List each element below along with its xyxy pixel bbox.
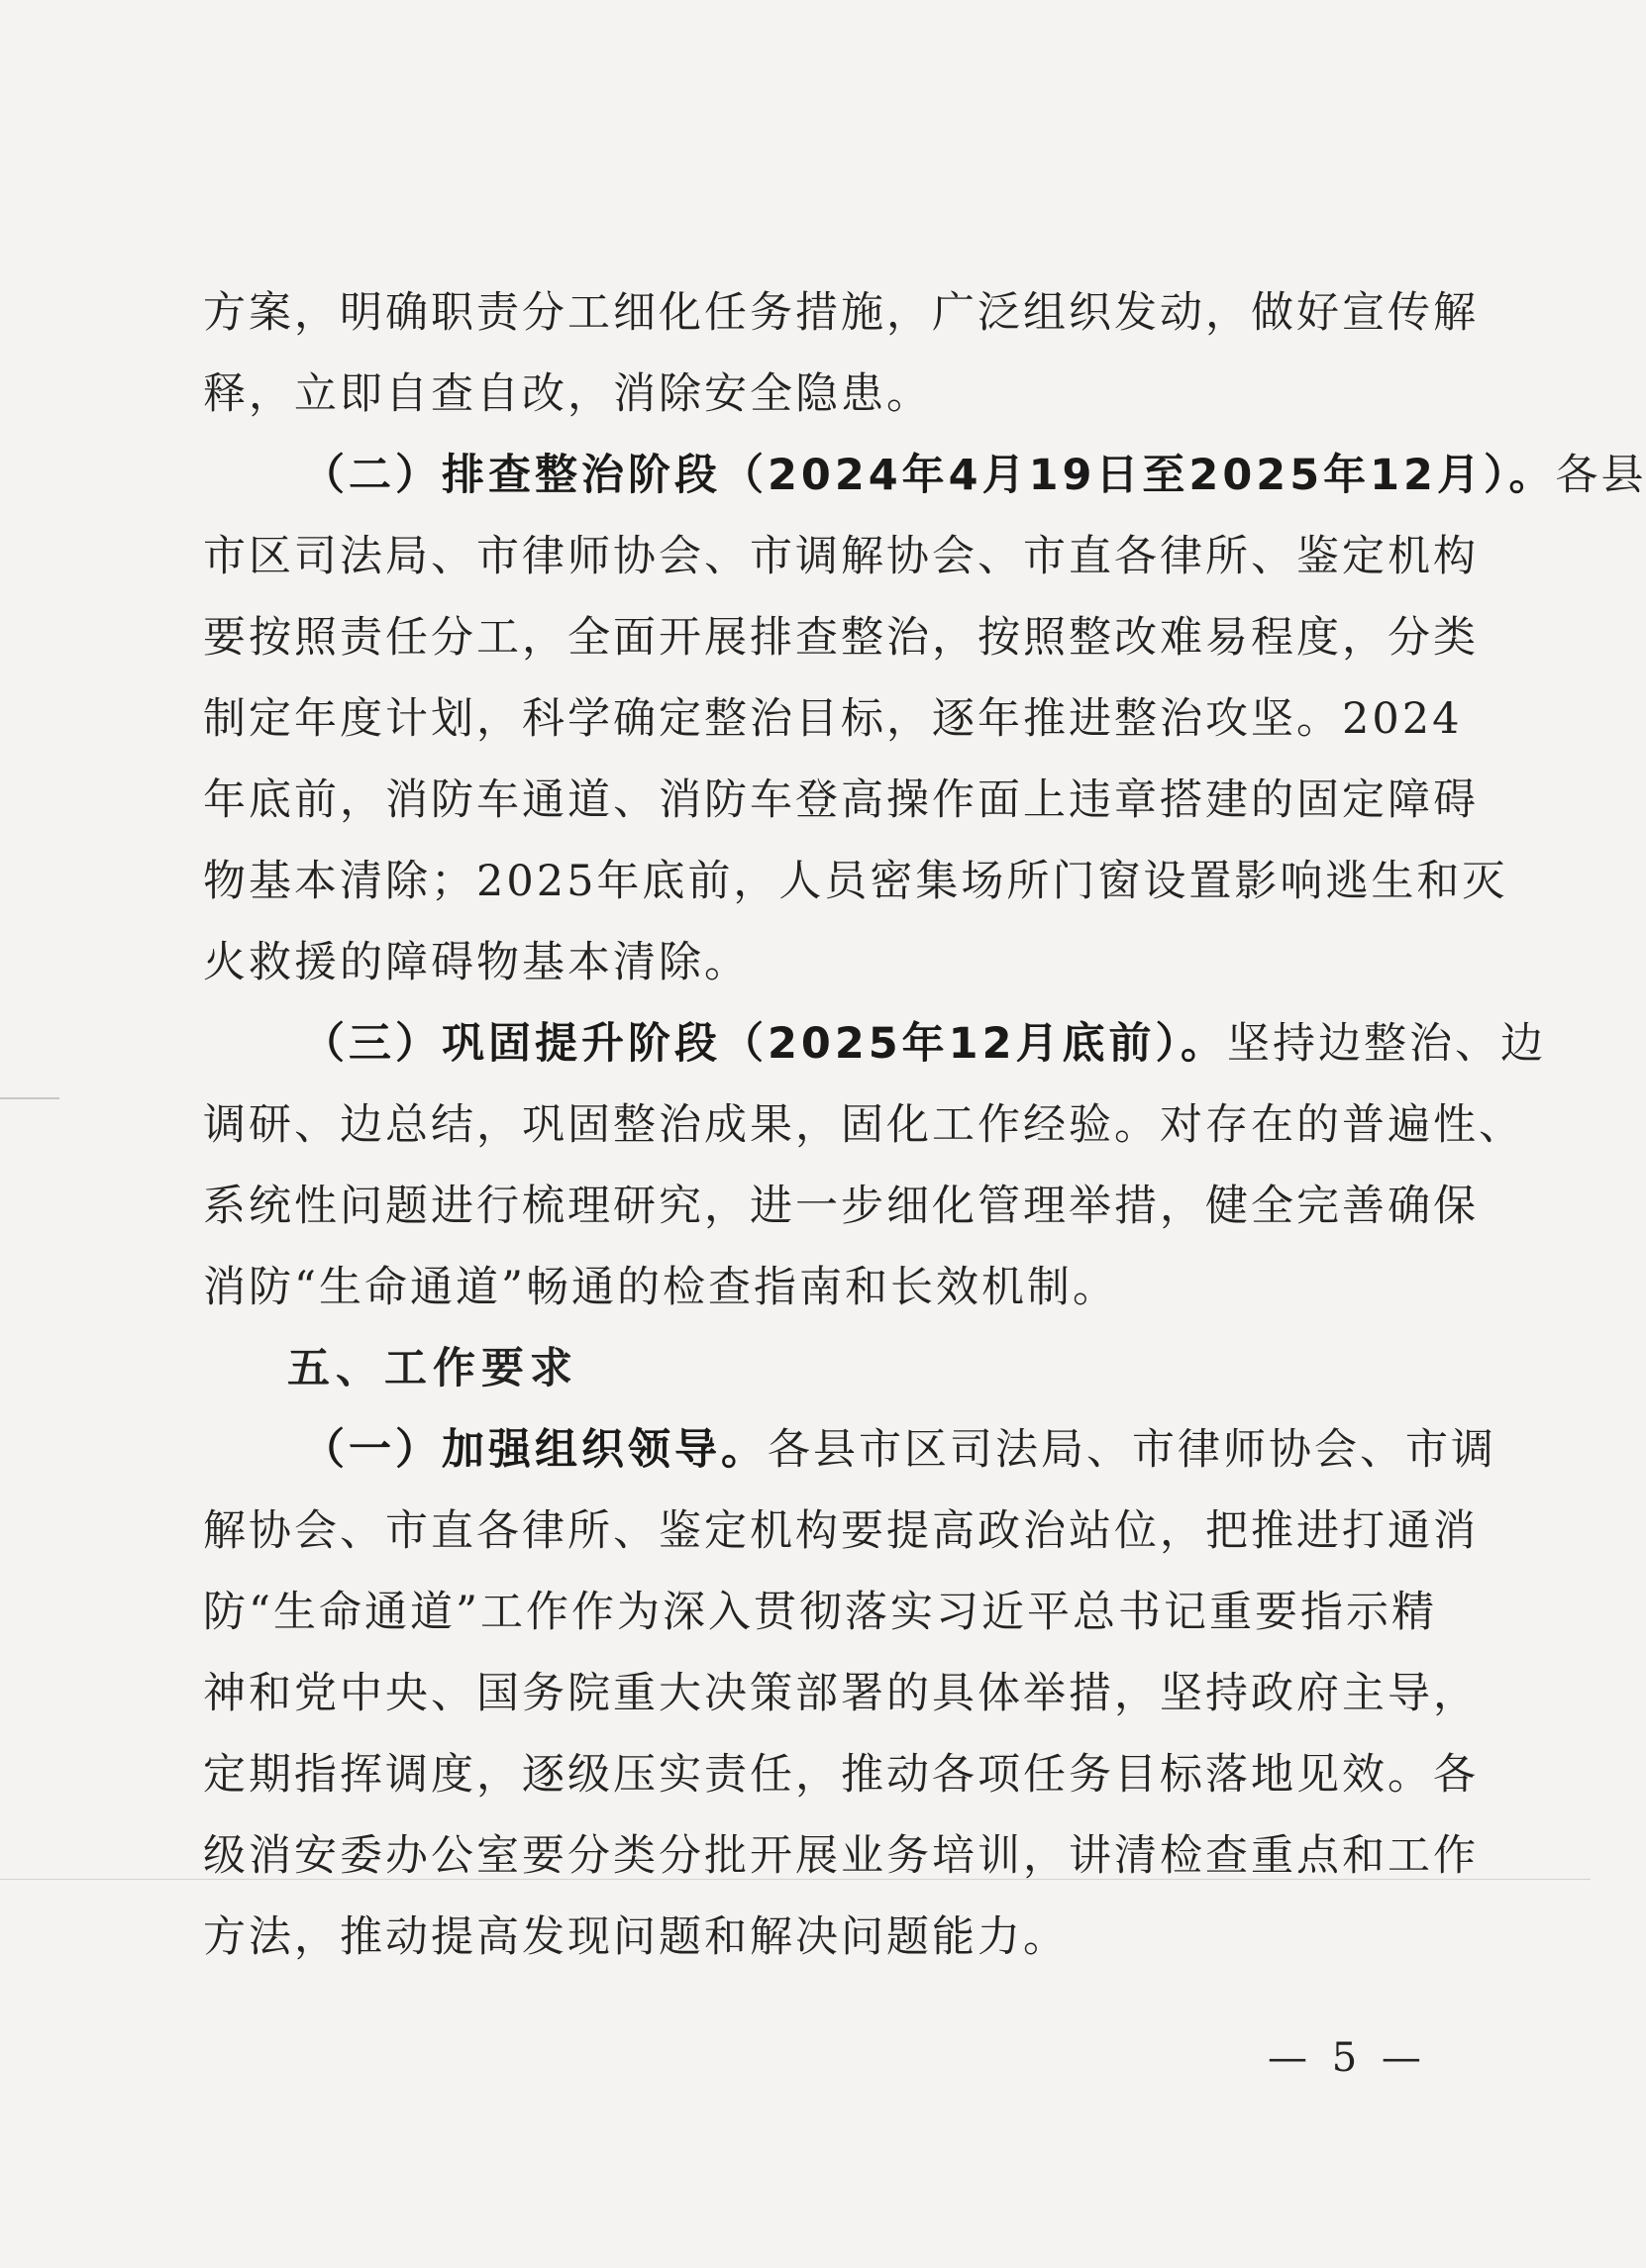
line-text: 防“生命通道”工作作为深入贯彻落实习近平总书记重要指示精 bbox=[203, 1588, 1437, 1637]
subsection-line bbox=[302, 1003, 1546, 1084]
body-line bbox=[203, 1734, 1479, 1815]
body-line bbox=[203, 1491, 1479, 1572]
body-line bbox=[203, 1897, 1069, 1978]
body-line bbox=[203, 516, 1479, 597]
body-line bbox=[203, 354, 932, 435]
body-line bbox=[203, 1247, 1118, 1328]
line-text: 释，立即自查自改，消除安全隐患。 bbox=[203, 369, 932, 419]
scan-artifact-line bbox=[0, 1097, 59, 1099]
line-text: 解协会、市直各律所、鉴定机构要提高政治站位，把推进打通消 bbox=[203, 1506, 1479, 1556]
line-text: 级消安委办公室要分类分批开展业务培训，讲清检查重点和工作 bbox=[203, 1831, 1479, 1881]
body-line bbox=[203, 1166, 1479, 1247]
line-text: 火救援的障碍物基本清除。 bbox=[203, 938, 750, 987]
line-text: 系统性问题进行梳理研究，进一步细化管理举措，健全完善确保 bbox=[203, 1182, 1479, 1231]
line-text: 制定年度计划，科学确定整治目标，逐年推进整治攻坚。2024 bbox=[203, 694, 1463, 744]
body-line bbox=[203, 597, 1479, 678]
body-line bbox=[203, 1653, 1479, 1734]
body-line bbox=[203, 841, 1507, 922]
line-text: 要按照责任分工，全面开展排查整治，按照整改难易程度，分类 bbox=[203, 613, 1479, 663]
body-line bbox=[203, 1572, 1437, 1653]
line-text: 年底前，消防车通道、消防车登高操作面上违章搭建的固定障碍 bbox=[203, 775, 1479, 825]
body-line bbox=[203, 922, 750, 1003]
line-text: 市区司法局、市律师协会、市调解协会、市直各律所、鉴定机构 bbox=[203, 532, 1479, 581]
subsection-line bbox=[302, 435, 1646, 516]
line-text: 调研、边总结，巩固整治成果，固化工作经验。对存在的普遍性、 bbox=[203, 1100, 1524, 1150]
line-text: 物基本清除；2025年底前，人员密集场所门窗设置影响逃生和灭 bbox=[203, 857, 1508, 906]
line-text: 神和党中央、国务院重大决策部署的具体举措，坚持政府主导， bbox=[203, 1669, 1479, 1718]
line-text: 坚持边整治、边 bbox=[1227, 1019, 1547, 1069]
body-line bbox=[203, 272, 1479, 354]
body-line bbox=[203, 1815, 1479, 1897]
line-text: 方法，推动提高发现问题和解决问题能力。 bbox=[203, 1912, 1069, 1962]
subsection-line bbox=[302, 1409, 1496, 1491]
line-text: 定期指挥调度，逐级压实责任，推动各项任务目标落地见效。各 bbox=[203, 1750, 1479, 1800]
line-text: 方案，明确职责分工细化任务措施，广泛组织发动，做好宣传解 bbox=[203, 288, 1479, 338]
line-text: 各县市区司法局、市律师协会、市调 bbox=[768, 1425, 1496, 1475]
section-heading: 五、工作要求 bbox=[287, 1344, 578, 1393]
body-line bbox=[203, 760, 1479, 841]
body-line bbox=[203, 1084, 1524, 1166]
body-line bbox=[203, 678, 1462, 760]
section-heading-line bbox=[287, 1328, 578, 1409]
line-text: 消防“生命通道”畅通的检查指南和长效机制。 bbox=[203, 1263, 1118, 1312]
subsection-title: （二）排查整治阶段（2024年4月19日至2025年12月）。 bbox=[302, 451, 1556, 500]
line-text: 各县 bbox=[1555, 451, 1646, 500]
page-number: — 5 — bbox=[1268, 2035, 1427, 2081]
subsection-title: （三）巩固提升阶段（2025年12月底前）。 bbox=[302, 1019, 1228, 1069]
subsection-title: （一）加强组织领导。 bbox=[302, 1425, 768, 1475]
